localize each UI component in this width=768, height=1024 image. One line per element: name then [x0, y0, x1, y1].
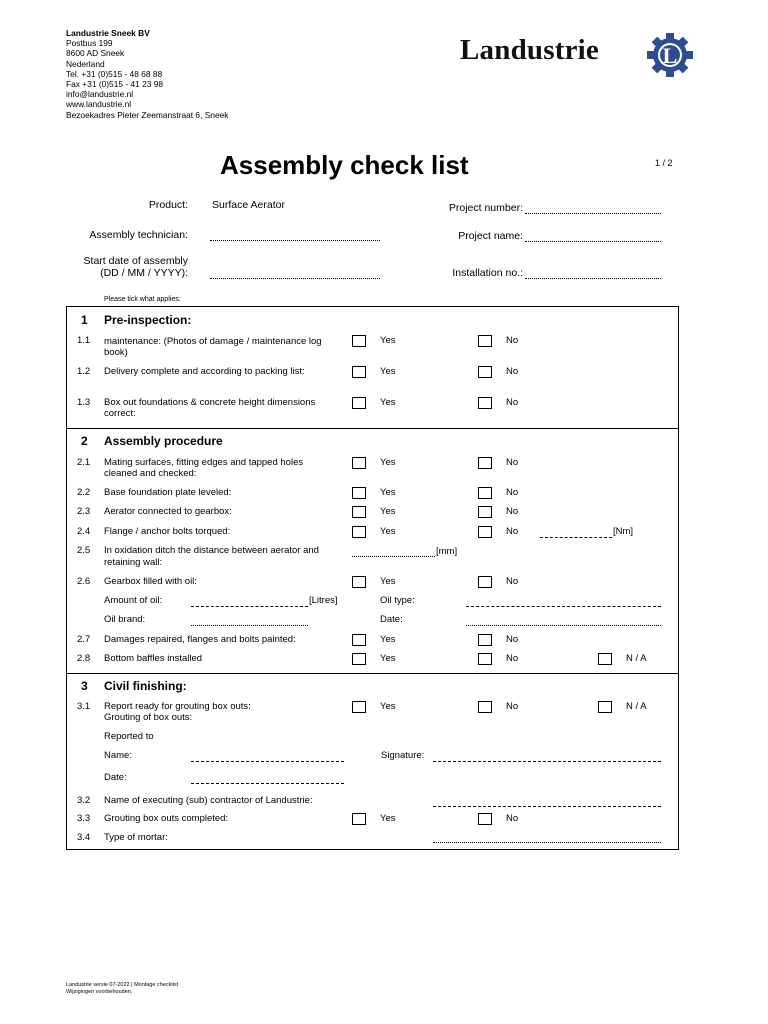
yes-checkbox[interactable] [352, 813, 366, 825]
yes-label: Yes [380, 335, 396, 346]
oil-brand-label: Oil brand: [104, 614, 146, 625]
no-label: No [506, 506, 519, 517]
no-label: No [506, 653, 519, 664]
no-checkbox[interactable] [478, 653, 492, 665]
section-title: Assembly procedure [104, 434, 223, 448]
item-number: 3.3 [77, 813, 91, 824]
no-label: No [506, 813, 519, 824]
item-number: 1.3 [77, 397, 91, 408]
yes-checkbox[interactable] [352, 634, 366, 646]
yes-checkbox[interactable] [352, 457, 366, 469]
item-text: In oxidation ditch the distance between aerator and [104, 545, 319, 556]
company-name: Landustrie Sneek BV [66, 28, 150, 38]
installation-field[interactable] [525, 278, 661, 279]
address-line: Postbus 199 [66, 38, 113, 49]
yes-label: Yes [380, 813, 396, 824]
yes-checkbox[interactable] [352, 653, 366, 665]
project-number-label: Project number: [448, 202, 523, 214]
tick-note: Please tick what applies: [104, 296, 181, 303]
address-line: 8600 AD Sneek [66, 48, 125, 59]
item-number: 2.7 [77, 634, 91, 645]
no-label: No [506, 397, 519, 408]
yes-label: Yes [380, 457, 396, 468]
yes-label: Yes [380, 506, 396, 517]
section-title: Pre-inspection: [104, 313, 192, 327]
item-text: Flange / anchor bolts torqued: [104, 526, 231, 537]
item-number: 2.4 [77, 526, 91, 537]
yes-label: Yes [380, 366, 396, 377]
item-text: book) [104, 347, 128, 358]
page-title: Assembly check list [220, 150, 469, 180]
no-label: No [506, 487, 519, 498]
yes-checkbox[interactable] [352, 366, 366, 378]
footer [66, 982, 178, 996]
item-text: Gearbox filled with oil: [104, 576, 197, 587]
yes-label: Yes [380, 576, 396, 587]
item-text: Type of mortar: [104, 832, 168, 843]
item-number: 1.1 [77, 335, 91, 346]
item-number: 3.4 [77, 832, 91, 843]
yes-checkbox[interactable] [352, 576, 366, 588]
oil-type-label: Oil type: [380, 595, 415, 606]
yes-checkbox[interactable] [352, 487, 366, 499]
yes-label: Yes [380, 634, 396, 645]
yes-label: Yes [380, 653, 396, 664]
item-text: maintenance: (Photos of damage / maintenance log [104, 336, 322, 347]
distance-field[interactable] [352, 556, 435, 557]
item-number: 1.2 [77, 366, 91, 377]
installation-label: Installation no.: [452, 267, 523, 279]
torque-unit: [Nm] [613, 526, 634, 537]
address-line: Fax +31 (0)515 - 41 23 98 [66, 79, 164, 90]
address-line: Bezoekadres Pieter Zeemanstraat 6, Sneek [66, 109, 229, 120]
oil-amount-field[interactable] [191, 606, 308, 607]
na-checkbox[interactable] [598, 701, 612, 713]
item-text: Name of executing (sub) contractor of Landustrie: [104, 795, 313, 806]
yes-checkbox[interactable] [352, 506, 366, 518]
name-field[interactable] [191, 761, 344, 762]
item-number: 2.3 [77, 506, 91, 517]
yes-label: Yes [380, 397, 396, 408]
yes-checkbox[interactable] [352, 335, 366, 347]
item-number: 2.2 [77, 487, 91, 498]
torque-field[interactable] [540, 537, 612, 538]
no-checkbox[interactable] [478, 526, 492, 538]
mortar-field[interactable] [433, 842, 661, 843]
item-text: Report ready for grouting box outs: [104, 701, 251, 712]
yes-checkbox[interactable] [352, 526, 366, 538]
yes-label: Yes [380, 526, 396, 537]
item-text: Aerator connected to gearbox: [104, 506, 232, 517]
item-text: correct: [104, 408, 136, 419]
logo-emblem-icon [645, 32, 695, 78]
section-number: 1 [81, 313, 88, 327]
logo-text: Landustrie [460, 34, 599, 66]
section-number: 3 [81, 679, 88, 693]
item-text: Damages repaired, flanges and bolts painted: [104, 634, 296, 645]
item-text: Bottom baffles installed [104, 653, 203, 664]
item-text: Box out foundations & concrete height dimensions [104, 397, 316, 408]
section-number: 2 [81, 434, 88, 448]
item-text: Grouting box outs completed: [104, 813, 229, 824]
date-label: Date: [104, 772, 127, 783]
section-title: Civil finishing: [104, 679, 187, 693]
project-number-field[interactable] [525, 213, 661, 214]
product-label: Product: [148, 199, 188, 211]
address-line: Tel. +31 (0)515 - 48 68 88 [66, 68, 163, 79]
oil-amount-label: Amount of oil: [104, 595, 163, 606]
product-value: Surface Aerator [212, 199, 285, 211]
start-date-field[interactable] [210, 278, 380, 279]
item-number: 2.1 [77, 457, 91, 468]
page-number: 1 / 2 [655, 158, 673, 168]
no-label: No [506, 701, 519, 712]
no-label: No [506, 457, 519, 468]
oil-amount-unit: [Litres] [309, 595, 338, 606]
no-checkbox[interactable] [478, 335, 492, 347]
item-text: Base foundation plate leveled: [104, 487, 232, 498]
contractor-field[interactable] [433, 806, 661, 807]
oil-brand-field[interactable] [191, 625, 308, 626]
item-text: Delivery complete and according to packing list: [104, 366, 305, 377]
project-name-field[interactable] [525, 241, 661, 242]
signature-field[interactable] [433, 761, 661, 762]
na-checkbox[interactable] [598, 653, 612, 665]
distance-unit: [mm] [436, 546, 458, 557]
footer-line: Landustrie versie 07-2022 | Montage checklist [66, 982, 179, 988]
yes-label: Yes [380, 701, 396, 712]
address-line: info@landustrie.nl [66, 89, 134, 100]
technician-label: Assembly technician: [89, 229, 188, 241]
footer-line: Wijzigingen voorbehouden. [66, 989, 133, 995]
date-field[interactable] [191, 783, 344, 784]
item-number: 3.1 [77, 701, 91, 712]
technician-field[interactable] [210, 240, 380, 241]
no-checkbox[interactable] [478, 634, 492, 646]
na-label: N / A [626, 653, 647, 664]
no-label: No [506, 634, 519, 645]
start-date-label-1: Start date of assembly [83, 255, 188, 267]
item-text: Grouting of box outs: [104, 712, 193, 723]
no-checkbox[interactable] [478, 576, 492, 588]
yes-label: Yes [380, 487, 396, 498]
item-text: retaining wall: [104, 557, 163, 568]
na-label: N / A [626, 701, 647, 712]
no-checkbox[interactable] [478, 701, 492, 713]
address-line: Nederland [66, 58, 105, 69]
item-number: 2.6 [77, 576, 91, 587]
no-checkbox[interactable] [478, 487, 492, 499]
no-checkbox[interactable] [478, 813, 492, 825]
section-divider [67, 428, 678, 429]
item-number: 2.8 [77, 653, 91, 664]
item-number: 2.5 [77, 545, 91, 556]
item-number: 3.2 [77, 795, 91, 806]
no-label: No [506, 526, 519, 537]
no-label: No [506, 366, 519, 377]
yes-checkbox[interactable] [352, 701, 366, 713]
logo-emblem-letter: L [662, 43, 678, 68]
project-name-label: Project name: [458, 230, 523, 242]
section-divider [67, 673, 678, 674]
oil-type-field[interactable] [466, 606, 661, 607]
oil-date-label: Date: [380, 614, 403, 625]
name-label: Name: [104, 750, 132, 761]
no-checkbox[interactable] [478, 397, 492, 409]
yes-checkbox[interactable] [352, 397, 366, 409]
start-date-label-2: (DD / MM / YYYY): [100, 267, 188, 279]
checklist-table [66, 306, 679, 850]
address-line: www.landustrie.nl [66, 99, 132, 110]
no-checkbox[interactable] [478, 366, 492, 378]
company-address [66, 28, 228, 120]
no-checkbox[interactable] [478, 457, 492, 469]
reported-to-label: Reported to [104, 731, 154, 742]
signature-label: Signature: [381, 750, 425, 761]
no-label: No [506, 335, 519, 346]
item-text: Mating surfaces, fitting edges and tapped holes [104, 457, 304, 468]
no-label: No [506, 576, 519, 587]
oil-date-field[interactable] [466, 625, 661, 626]
no-checkbox[interactable] [478, 506, 492, 518]
item-text: cleaned and checked: [104, 468, 197, 479]
